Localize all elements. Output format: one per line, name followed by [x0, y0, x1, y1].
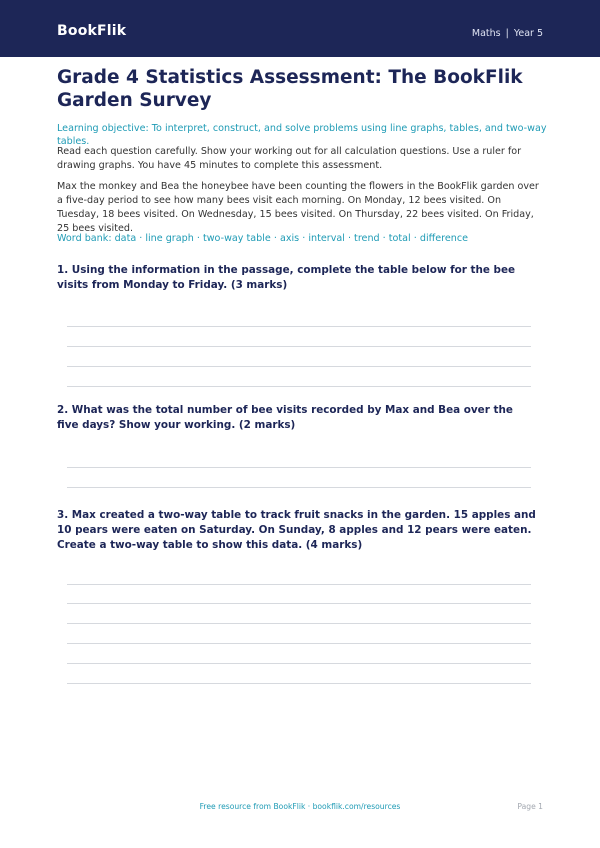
page-title: Grade 4 Statistics Assessment: The BookFlik Garden Survey — [57, 67, 523, 111]
question-2: 2. What was the total number of bee visits recorded by Max and Bea over the five days? Show your working. (2 marks) — [57, 404, 513, 431]
header-bar — [0, 0, 600, 57]
question-1: 1. Using the information in the passage, complete the table below for the bee visits from Monday to Friday. (3 marks) — [57, 264, 516, 291]
subject-year-label — [472, 28, 543, 39]
answer-line[interactable] — [67, 663, 531, 664]
passage-text: Max the monkey and Bea the honeybee have been counting the flowers in the BookFlik garden over a five-day period to see how many bees visit each morning. On Monday, 12 bees visited. On Tuesday, 18 bees visited. On Wednesday, 15 bees visited. On Thursday, 22 bees visited. On Friday, 25 bees visited. — [57, 181, 539, 234]
brand-logo[interactable]: BookFlik — [57, 23, 127, 39]
answer-line[interactable] — [67, 623, 531, 624]
answer-line[interactable] — [67, 346, 531, 347]
subject-label: Maths — [471, 28, 501, 39]
page-number: Page 1 — [517, 802, 543, 811]
learning-objective: Learning objective: To interpret, construct, and solve problems using line graphs, tables, and two-way tables. — [57, 123, 547, 147]
answer-line[interactable] — [67, 603, 531, 604]
answer-line[interactable] — [67, 366, 531, 367]
year-label: Year 5 — [513, 28, 543, 39]
answer-line[interactable] — [67, 326, 531, 327]
question-3: 3. Max created a two-way table to track fruit snacks in the garden. 15 apples and 10 pears were eaten on Saturday. On Sunday, 8 apples and 12 pears were eaten. Create a two-way table to show this data. (4 marks) — [57, 509, 536, 551]
answer-line[interactable] — [67, 643, 531, 644]
separator: | — [505, 28, 509, 39]
answer-line[interactable] — [67, 683, 531, 684]
word-bank: Word bank: data · line graph · two-way table · axis · interval · trend · total · difference — [57, 233, 469, 244]
instructions-text: Read each question carefully. Show your working out for all calculation questions. Use a ruler for drawing graphs. You have 45 minutes to complete this assessment. — [57, 146, 522, 171]
answer-line[interactable] — [67, 584, 531, 585]
answer-line[interactable] — [67, 487, 531, 488]
answer-line[interactable] — [67, 386, 531, 387]
footer-credit[interactable]: Free resource from BookFlik · bookflik.com/resources — [199, 802, 401, 811]
answer-line[interactable] — [67, 467, 531, 468]
